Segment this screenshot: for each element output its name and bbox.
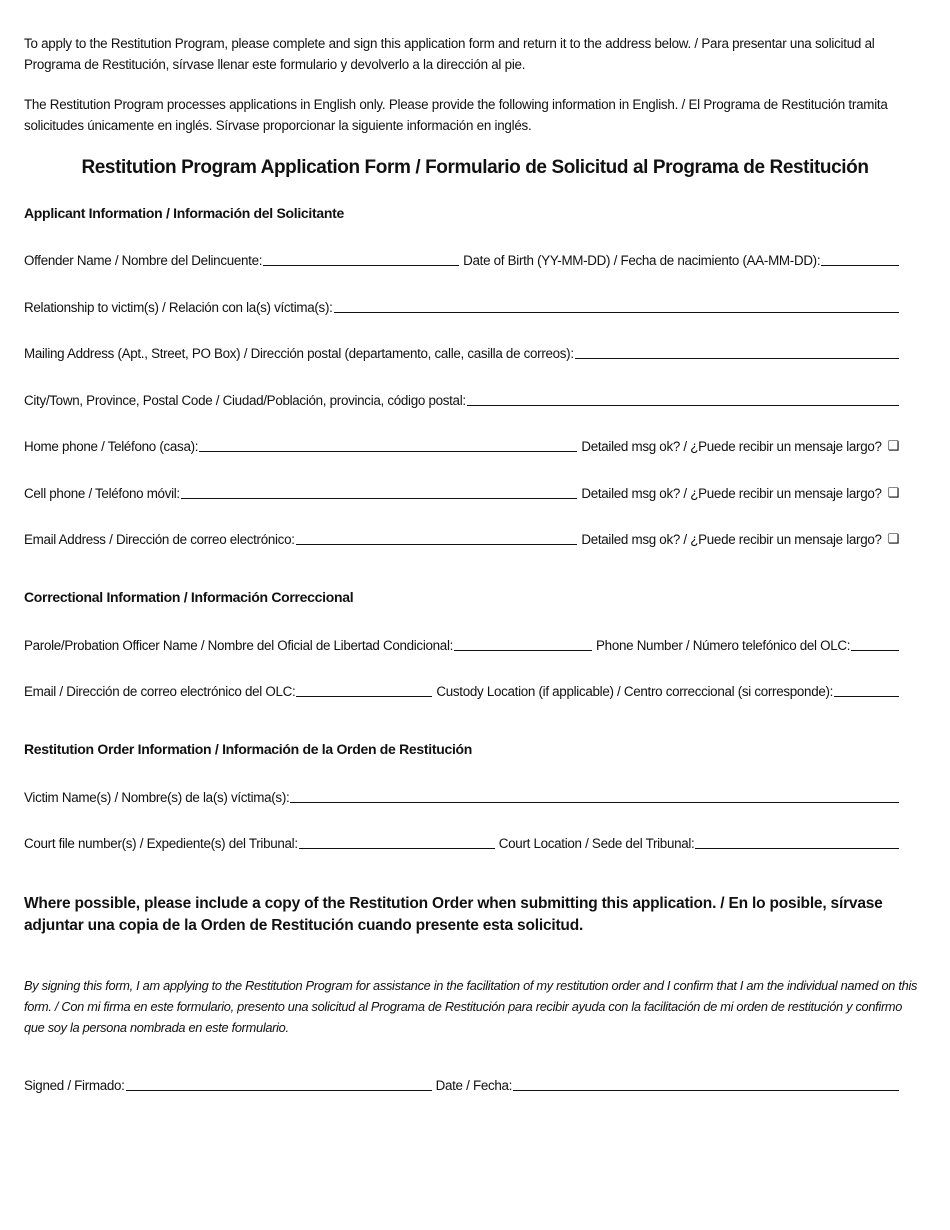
officer-phone-label: Phone Number / Número telefónico del OLC: xyxy=(596,638,851,653)
relationship-row xyxy=(24,298,899,315)
signature-row xyxy=(24,1076,899,1093)
email-detailed-msg-label: Detailed msg ok? / ¿Puede recibir un mensaje largo? xyxy=(581,532,882,547)
form-title: Restitution Program Application Form / Formulario de Solicitud al Programa de Restitución xyxy=(81,157,869,178)
email-field[interactable] xyxy=(296,530,578,545)
court-location-field[interactable] xyxy=(695,834,899,849)
offender-name-label: Offender Name / Nombre del Delincuente: xyxy=(24,253,263,268)
cell-phone-row xyxy=(24,484,899,501)
email-row xyxy=(24,530,899,547)
relationship-field[interactable] xyxy=(334,298,899,313)
officer-email-label: Email / Dirección de correo electrónico del OLC: xyxy=(24,684,296,699)
court-row xyxy=(24,834,899,851)
signed-label: Signed / Firmado: xyxy=(24,1078,125,1093)
order-section-heading: Restitution Order Information / Información de la Orden de Restitución xyxy=(24,741,473,757)
mailing-address-row xyxy=(24,344,899,361)
custody-location-label: Custody Location (if applicable) / Centro correccional (si corresponde): xyxy=(436,684,834,699)
officer-name-label: Parole/Probation Officer Name / Nombre del Oficial de Libertad Condicional: xyxy=(24,638,454,653)
signature-field[interactable] xyxy=(126,1076,432,1091)
date-field[interactable] xyxy=(513,1076,899,1091)
cell-phone-field[interactable] xyxy=(181,484,577,499)
court-file-field[interactable] xyxy=(299,834,495,849)
city-field[interactable] xyxy=(467,391,899,406)
mailing-address-field[interactable] xyxy=(575,344,899,359)
offender-row xyxy=(24,251,899,268)
victim-names-field[interactable] xyxy=(290,788,899,803)
home-phone-label: Home phone / Teléfono (casa): xyxy=(24,439,199,454)
officer-email-row xyxy=(24,682,899,699)
intro-paragraph-1: To apply to the Restitution Program, please complete and sign this application form and return it to the address below. / Para presentar una solicitud al Programa de Restitución, sírvase llenar este formulario y devolverlo a la dirección al pie. xyxy=(24,36,875,72)
home-detailed-msg-label: Detailed msg ok? / ¿Puede recibir un mensaje largo? xyxy=(581,439,882,454)
cell-detailed-msg-checkbox[interactable]: ❑ xyxy=(887,485,899,500)
relationship-label: Relationship to victim(s) / Relación con la(s) víctima(s): xyxy=(24,300,333,315)
order-copy-notice: Where possible, please include a copy of the Restitution Order when submitting this application. / En lo posible, sírvase adjuntar una copia de la Orden de Restitución cuando presente esta solicitud. xyxy=(24,895,883,934)
city-label: City/Town, Province, Postal Code / Ciudad/Población, provincia, código postal: xyxy=(24,393,466,408)
offender-name-field[interactable] xyxy=(263,251,459,266)
home-phone-row xyxy=(24,437,899,454)
cell-detailed-msg-label: Detailed msg ok? / ¿Puede recibir un mensaje largo? xyxy=(581,486,882,501)
home-detailed-msg-checkbox[interactable]: ❑ xyxy=(887,438,899,453)
date-of-birth-label: Date of Birth (YY-MM-DD) / Fecha de nacimiento (AA-MM-DD): xyxy=(463,253,821,268)
officer-name-field[interactable] xyxy=(454,636,592,651)
officer-phone-field[interactable] xyxy=(851,636,899,651)
applicant-section-heading: Applicant Information / Información del Solicitante xyxy=(24,205,344,221)
email-label: Email Address / Dirección de correo electrónico: xyxy=(24,532,295,547)
consent-statement: By signing this form, I am applying to the Restitution Program for assistance in the facilitation of my restitution order and I confirm that I am the individual named on this form. / Con mi firma en este formulario, presento una solicitud al Programa de Restitución para recibir ayuda con la facilitación de mi orden de restitución y confirmo que soy la persona nombrada en este formulario. xyxy=(24,978,918,1035)
officer-email-field[interactable] xyxy=(296,682,432,697)
cell-phone-label: Cell phone / Teléfono móvil: xyxy=(24,486,180,501)
intro-paragraph-2: The Restitution Program processes applications in English only. Please provide the following information in English. / El Programa de Restitución tramita solicitudes únicamente en inglés. Sírvase proporcionar la siguiente información en inglés. xyxy=(24,97,888,133)
date-label: Date / Fecha: xyxy=(435,1078,513,1093)
email-detailed-msg-checkbox[interactable]: ❑ xyxy=(887,531,899,546)
home-phone-field[interactable] xyxy=(199,437,577,452)
date-of-birth-field[interactable] xyxy=(821,251,899,266)
custody-location-field[interactable] xyxy=(834,682,899,697)
victim-names-row xyxy=(24,788,899,805)
court-location-label: Court Location / Sede del Tribunal: xyxy=(498,836,695,851)
city-row xyxy=(24,391,899,408)
correctional-section-heading: Correctional Information / Información Correccional xyxy=(24,589,354,605)
officer-row xyxy=(24,636,899,653)
court-file-label: Court file number(s) / Expediente(s) del Tribunal: xyxy=(24,836,298,851)
mailing-address-label: Mailing Address (Apt., Street, PO Box) / Dirección postal (departamento, calle, casilla de correos): xyxy=(24,346,574,361)
victim-names-label: Victim Name(s) / Nombre(s) de la(s) víctima(s): xyxy=(24,790,290,805)
